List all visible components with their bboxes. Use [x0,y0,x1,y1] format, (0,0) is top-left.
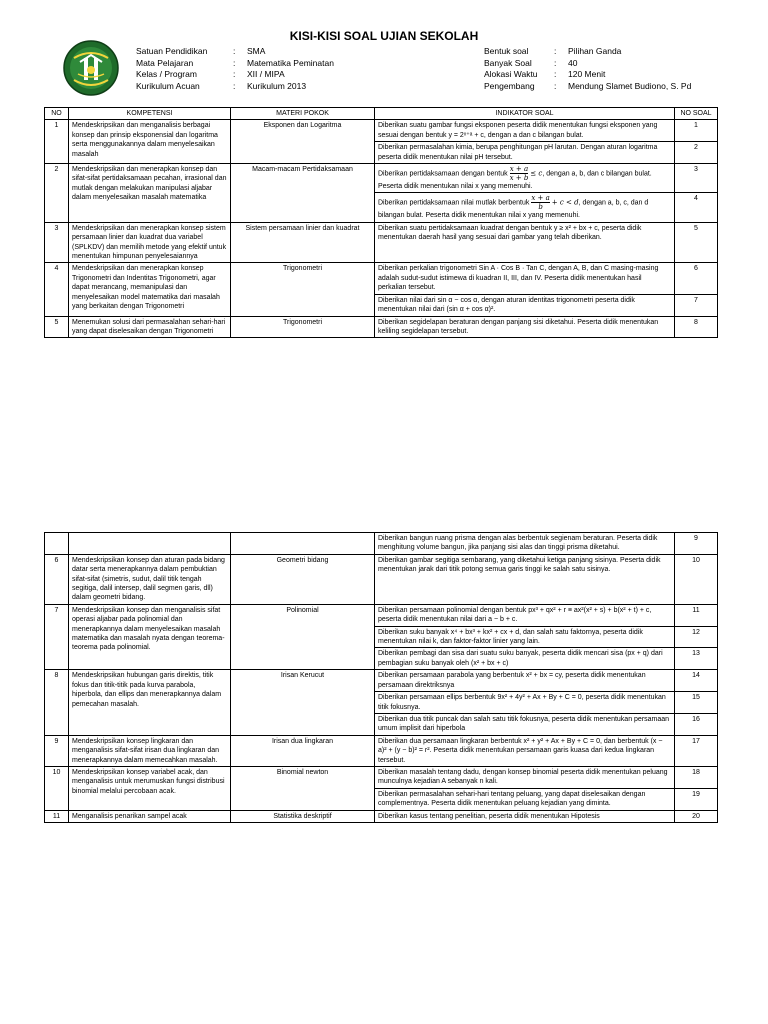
indikator-cell: Diberikan nilai dari sin α − cos α, dengan aturan identitas trigonometri peserta didik menentukan nilai dari (sin α + cos α)². [375,294,675,316]
indikator-cell: Diberikan dua titik puncak dan salah satu titik fokusnya, peserta didik menentukan persamaan umum implisit dari hiperbola [375,713,675,735]
soal-number: 4 [675,193,718,222]
table-row [45,222,718,263]
indikator-cell: Diberikan pembagi dan sisa dari suatu suku banyak, peserta didik mencari sisa (px + q) dari pembagian suku banyak oleh (x² + bx + c) [375,648,675,670]
soal-number: 12 [675,626,718,648]
row-number: 7 [45,604,69,669]
meta-row: Pengembang : Mendung Slamet Budiono, S. Pd [484,80,692,91]
soal-number: 8 [675,316,718,338]
table-row [45,604,718,626]
materi-cell: Irisan dua lingkaran [231,735,375,766]
meta-row: Kurikulum Acuan : Kurikulum 2013 [136,80,307,91]
meta-row: Bentuk soal : Pilihan Ganda [484,46,622,56]
indikator-cell: Diberikan masalah tentang dadu, dengan konsep binomial peserta didik menentukan peluang munculnya kejadian A sebanyak n kali. [375,766,675,788]
materi-cell: Binomial newton [231,766,375,810]
kompetensi-cell: Mendeskripsikan konsep dan menganalisis sifat operasi aljabar pada polinomial dan menerapkannya dalam menyelesaikan masalah matematika dan masalah nyata dengan teorema-teorema pada polinomial. [69,604,231,669]
fraction [510,165,529,182]
row-number: 6 [45,554,69,604]
materi-cell: Irisan Kerucut [231,670,375,735]
row-number: 10 [45,766,69,810]
grid-table-2 [44,532,718,823]
kompetensi-cell: Mendeskripsikan hubungan garis direktis, titik fokus dan titik-titik pada kurva parabola, hiperbola, dan ellips dan menerapkannya dalam pemecahan masalah. [69,670,231,735]
indikator-cell: Diberikan suku banyak x⁴ + bx³ + kx² + cx + d, dan salah satu faktornya, peserta didik menentukan nilai k, dan faktor-faktor linier yang lain. [375,626,675,648]
materi-cell: Polinomial [231,604,375,669]
soal-number: 7 [675,294,718,316]
soal-number: 3 [675,164,718,193]
row-number: 2 [45,164,69,223]
soal-number: 6 [675,263,718,294]
indikator-cell: Diberikan persamaan ellips berbentuk 9x² + 4y² + Ax + By + C = 0, peserta didik menentukan titik fokusnya. [375,692,675,714]
col-header-kompetensi: KOMPETENSI [69,108,231,120]
col-header-materi: MATERI POKOK [231,108,375,120]
row-number: 9 [45,735,69,766]
soal-number: 18 [675,766,718,788]
soal-number: 19 [675,788,718,810]
row-number: 8 [45,670,69,735]
soal-number: 1 [675,120,718,142]
fraction-denominator: b [538,203,543,212]
soal-number: 2 [675,142,718,164]
soal-number: 5 [675,222,718,263]
meta-row: Banyak Soal : 40 [484,57,578,68]
indikator-cell: Diberikan persamaan parabola yang berbentuk x² + bx = cy, peserta didik menentukan persamaan direktriksnya [375,670,675,692]
fraction-relation: + c < d [551,198,579,207]
col-header-no: NO [45,108,69,120]
kompetensi-cell: Menganalisis penarikan sampel acak [69,810,231,822]
soal-number: 20 [675,810,718,822]
table-header-row [45,108,718,120]
fraction-denominator: x + b [509,174,529,183]
indikator-cell: Diberikan permasalahan sehari-hari tentang peluang, yang dapat diselesaikan dengan complementnya. Peserta didik menentukan peluang kejadian yang diminta. [375,788,675,810]
row-number: 3 [45,222,69,263]
table-row [45,670,718,692]
indikator-cell: Diberikan dua persamaan lingkaran berbentuk x² + y² + Ax + By + C = 0, dan berbentuk (x − a)² + (y − b)² = r². Peserta didik menentukan persamaan garis kuasa dari kedua lingkaran tersebut. [375,735,675,766]
fraction-numerator: x + a [531,194,550,203]
col-header-no-soal: NO SOAL [675,108,718,120]
soal-number: 10 [675,554,718,604]
meta-row: Mata Pelajaran : Matematika Peminatan [136,57,334,68]
materi-cell: Macam-macam Pertidaksamaan [231,164,375,223]
table-row [45,533,718,555]
row-number: 1 [45,120,69,164]
table-row [45,164,718,193]
fraction [531,194,549,211]
table-row [45,316,718,338]
grid-table-1 [44,107,718,338]
kompetensi-cell [69,533,231,555]
header-meta-right [484,46,691,92]
header-meta-left [136,46,334,92]
indikator-cell: Diberikan kasus tentang penelitian, peserta didik menentukan Hipotesis [375,810,675,822]
indikator-cell: Diberikan segidelapan beraturan dengan panjang sisi diketahui. Peserta didik menentukan keliling segidelapan tersebut. [375,316,675,338]
soal-number: 9 [675,533,718,555]
fraction-relation: ≤ c [530,169,543,178]
materi-cell: Eksponen dan Logaritma [231,120,375,164]
indicator-text: , dengan a, b, c, dan d bilangan bulat. Peserta didik menentukan nilai x yang memenuhi. [378,199,649,220]
indicator-text: Diberikan pertidaksamaan nilai mutlak berbentuk [378,199,530,207]
materi-cell: Statistika deskriptif [231,810,375,822]
soal-number: 11 [675,604,718,626]
kompetensi-cell: Mendeskripsikan konsep dan aturan pada bidang datar serta menerapkannya dalam pembuktian sifat-sifat (simetris, sudut, dalil titik tengah segitiga, dalil intersep, dalil segmen garis, dll) dalam geometri bidang. [69,554,231,604]
school-logo [60,40,122,96]
indikator-cell: Diberikan perkalian trigonometri Sin A · Cos B · Tan C, dengan A, B, dan C masing-masing adalah sudut-sudut istimewa di kuadran II, III, dan IV. Peserta didik menentukan hasil perkalian tersebut. [375,263,675,294]
kompetensi-cell: Mendeskripsikan konsep lingkaran dan menganalisis sifat-sifat irisan dua lingkaran dan menerapkannya dalam memecahkan masalah. [69,735,231,766]
soal-number: 13 [675,648,718,670]
soal-number: 16 [675,713,718,735]
kompetensi-cell: Mendeskripsikan dan menerapkan konsep dan sifat-sifat pertidaksamaan pecahan, irrasional dan mutlak dengan melakukan manipulasi aljabar dalam menyelesaikan masalah matematika [69,164,231,223]
indikator-cell: Diberikan suatu gambar fungsi eksponen peserta didik menentukan fungsi eksponen yang sesuai dengan bentuk y = 2ˣ⁺ᵃ + c, dengan a dan c bilangan bulat. [375,120,675,142]
indikator-cell: Diberikan permasalahan kimia, berupa penghitungan pH larutan. Dengan aturan logaritma peserta didik menentukan nilai pH tersebut. [375,142,675,164]
row-number [45,533,69,555]
indikator-cell [375,164,675,193]
kompetensi-cell: Mendeskripsikan dan menerapkan konsep sistem persamaan linier dan kuadrat dua variabel (SPLKDV) dan memilih metode yang efektif untuk menentukan himpunan penyelesaiannya [69,222,231,263]
indicator-text: , dengan a, b, dan c bilangan bulat. Peserta didik menentukan nilai x yang memenuhi. [378,170,652,191]
meta-row: Alokasi Waktu : 120 Menit [484,69,606,79]
table-row [45,263,718,294]
row-number: 11 [45,810,69,822]
materi-cell: Trigonometri [231,263,375,316]
materi-cell: Geometri bidang [231,554,375,604]
indikator-cell: Diberikan gambar segitiga sembarang, yang diketahui ketiga panjang sisinya. Peserta didik menentukan jarak dari titik potong semua garis tinggi ke salah satu sisinya. [375,554,675,604]
row-number: 4 [45,263,69,316]
kompetensi-cell: Mendeskripsikan konsep variabel acak, dan menganalisis untuk merumuskan fungsi distribusi binomial melalui percobaan acak. [69,766,231,810]
table-row [45,766,718,788]
kompetensi-cell: Mendeskripsikan dan menganalisis berbagai konsep dan prinsip eksponensial dan logaritma serta menggunakannya dalam menyelesaikan masalah [69,120,231,164]
kompetensi-cell: Menemukan solusi dari permasalahan sehari-hari yang dapat diselesaikan dengan Trigonometri [69,316,231,338]
kompetensi-cell: Mendeskripsikan dan menerapkan konsep Trigonometri dan Indentitas Trigonometri, agar dapat merancang, memanipulasi dan menyelesaikan model matematika dari masalah yang berkaitan dengan Trigonometri [69,263,231,316]
indikator-cell: Diberikan bangun ruang prisma dengan alas berbentuk segienam beraturan. Peserta didik menghitung volume bangun, jika panjang sisi alas dan tinggi prisma diketahui. [375,533,675,555]
soal-number: 15 [675,692,718,714]
soal-number: 14 [675,670,718,692]
col-header-indikator: INDIKATOR SOAL [375,108,675,120]
table-row [45,735,718,766]
materi-cell: Trigonometri [231,316,375,338]
indicator-text: Diberikan pertidaksamaan dengan bentuk [378,170,508,178]
indikator-cell [375,193,675,222]
indikator-cell: Diberikan persamaan polinomial dengan bentuk px³ + qx² + r ≡ ax²(x² + s) + b(x² + t) + c, peserta didik menentukan nilai dari a − b + c. [375,604,675,626]
materi-cell: Sistem persamaan linier dan kuadrat [231,222,375,263]
meta-row: Kelas / Program : XII / MIPA [136,69,285,79]
table-row [45,120,718,142]
materi-cell [231,533,375,555]
table-row [45,554,718,604]
table-row [45,810,718,822]
fraction-numerator: x + a [509,165,529,174]
row-number: 5 [45,316,69,338]
indikator-cell: Diberikan suatu pertidaksamaan kuadrat dengan bentuk y ≥ x² + bx + c, peserta didik menentukan daerah hasil yang sesuai dari gambar yang telah diberikan. [375,222,675,263]
document-title: KISI-KISI SOAL UJIAN SEKOLAH [289,29,479,43]
meta-row: Satuan Pendidikan : SMA [136,46,266,56]
soal-number: 17 [675,735,718,766]
